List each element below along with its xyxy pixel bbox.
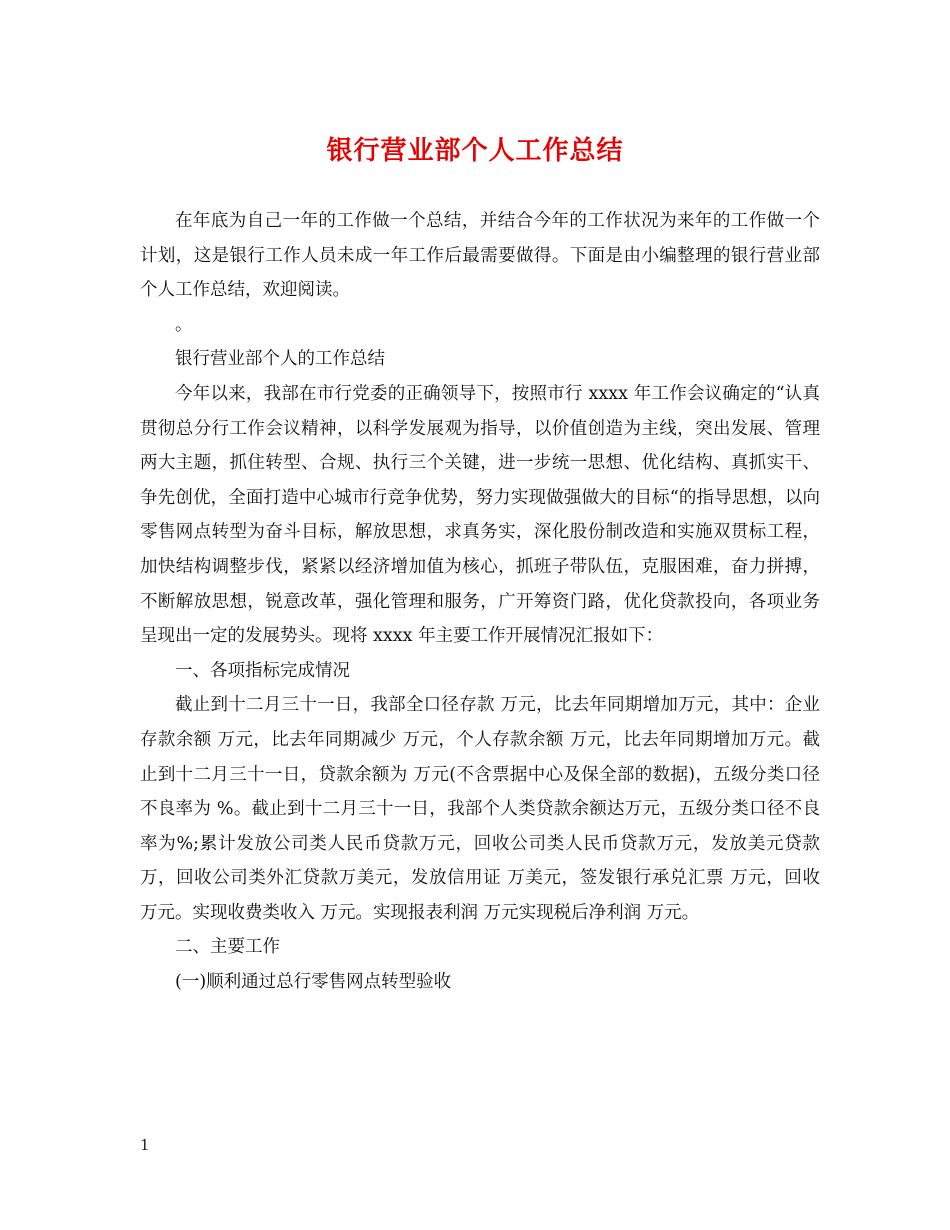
section-heading-indicators: 一、各项指标完成情况 <box>175 660 350 681</box>
separator-mark: 。 <box>175 314 193 335</box>
page-number: 1 <box>140 1136 150 1154</box>
indicators-paragraph: 截止到十二月三十一日，我部全口径存款 万元，比去年同期增加万元，其中：企业存款余额 万元，比去年同期减少 万元，个人存款余额 万元，比去年同期增加万元。截止到十二月三十一日，贷款余额为 万元(不含票据中心及保全部的数据)，五级分类口径不良率为 %。截止到十二月三十一日，我部个人类贷款余额达万元，五级分类口径不良率为%;累计发放公司类人民币贷款万元，回收公司类人民币贷款万元，发放美元贷款 万，回收公司类外汇贷款万美元，发放信用证 万美元，签发银行承兑汇票 万元，回收 万元。实现收费类收入 万元。实现报表利润 万元实现税后净利润 万元。 <box>140 695 820 923</box>
subsection-heading-retail-transition: (一)顺利通过总行零售网点转型验收 <box>175 972 452 993</box>
overview-paragraph: 今年以来，我部在市行党委的正确领导下，按照市行 xxxx 年工作会议确定的“认真贯彻总分行工作会议精神，以科学发展观为指导，以价值创造为主线，突出发展、管理两大主题，抓住转型、合规、执行三个关键，进一步统一思想、优化结构、真抓实干、争先创优，全面打造中心城市行竞争优势，努力实现做强做大的目标“的指导思想，以向零售网点转型为奋斗目标，解放思想，求真务实，深化股份制改造和实施双贯标工程，加快结构调整步伐，紧紧以经济增加值为核心，抓班子带队伍，克服困难，奋力拼搏，不断解放思想，锐意改革，强化管理和服务，广开筹资门路，优化贷款投向，各项业务呈现出一定的发展势头。现将 xxxx 年主要工作开展情况汇报如下： <box>140 383 820 647</box>
section-heading-main-work: 二、主要工作 <box>175 937 280 958</box>
intro-paragraph: 在年底为自己一年的工作做一个总结，并结合今年的工作状况为来年的工作做一个计划，这是银行工作人员未成一年工作后最需要做得。下面是由小编整理的银行营业部个人工作总结，欢迎阅读。 <box>140 211 820 301</box>
document-title: 银行营业部个人工作总结 <box>326 136 624 166</box>
section-subtitle: 银行营业部个人的工作总结 <box>175 349 385 370</box>
document-body <box>140 204 820 1000</box>
